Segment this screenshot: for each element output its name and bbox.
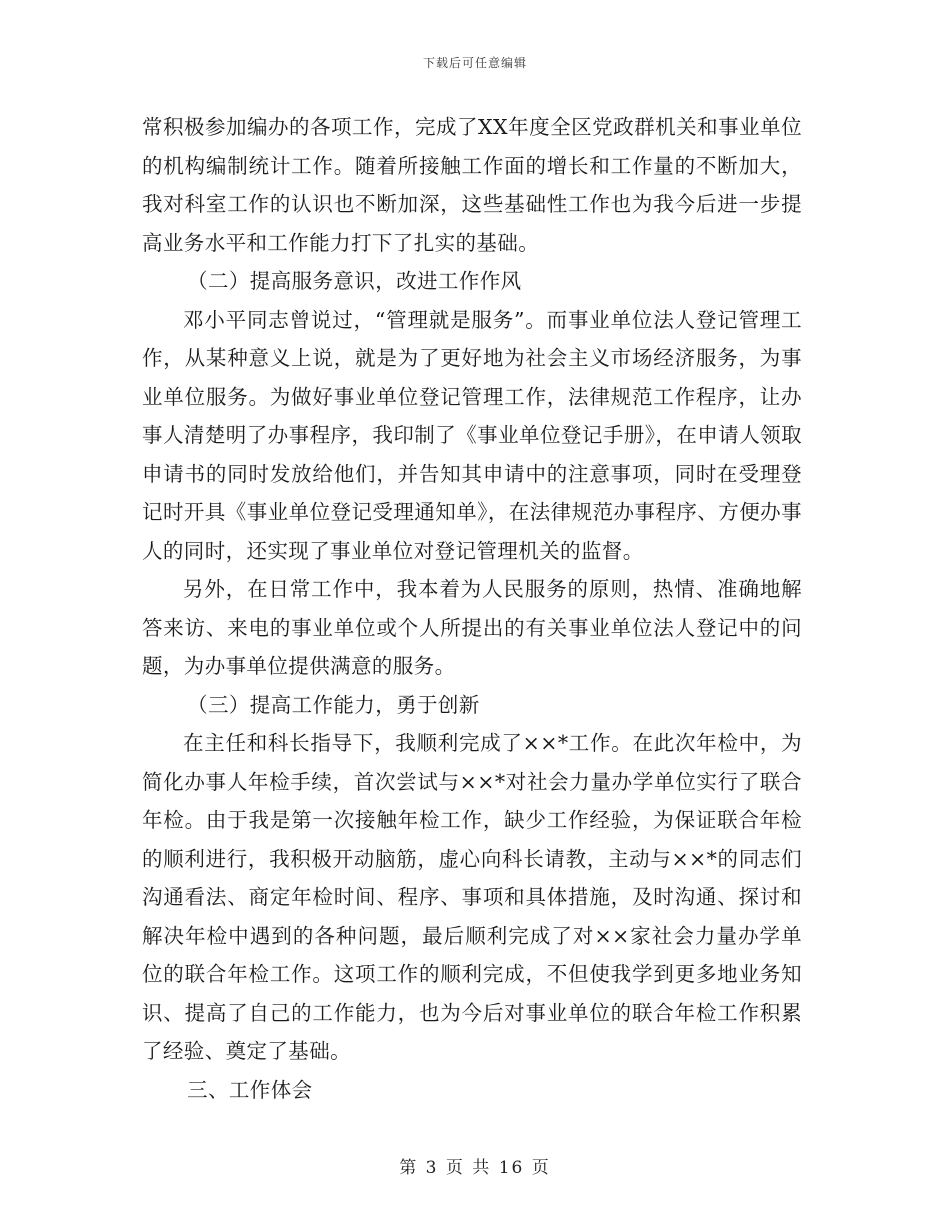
document-body: [142, 108, 802, 1109]
paragraph-continuation: 常积极参加编办的各项工作，完成了XX年度全区党政群机关和事业单位的机构编制统计工作。随着所接触工作面的增长和工作量的不断加大，我对科室工作的认识也不断加深，这些基础性工作也为我今后进一步提高业务水平和工作能力打下了扎实的基础。: [142, 115, 802, 255]
section-heading-ability: （三）提高工作能力，勇于创新: [187, 692, 480, 717]
section-heading-service: （二）提高服务意识，改进工作作风: [187, 269, 522, 293]
paragraph-daily-work: 另外，在日常工作中，我本着为人民服务的原则，热情、准确地解答来访、来电的事业单位或个人所提出的有关事业单位法人登记中的问题，为办事单位提供满意的服务。: [142, 577, 802, 678]
paragraph-service: 邓小平同志曾说过，“管理就是服务”。而事业单位法人登记管理工作，从某种意义上说，就是为了更好地为社会主义市场经济服务，为事业单位服务。为做好事业单位登记管理工作，法律规范工作程序，让办事人清楚明了办事程序，我印制了《事业单位登记手册》，在申请人领取申请书的同时发放给他们，并告知其申请中的注意事项，同时在受理登记时开具《事业单位登记受理通知单》，在法律规范办事程序、方便办事人的同时，还实现了事业单位对登记管理机关的监督。: [142, 307, 802, 563]
page-header-note: 下载后可任意编辑: [422, 56, 527, 70]
page-number-footer: 第 3 页 共 16 页: [399, 1158, 551, 1178]
section-heading-experience: 三、工作体会: [187, 1077, 313, 1102]
paragraph-annual-inspection: 在主任和科长指导下，我顺利完成了××*工作。在此次年检中，为简化办事人年检手续，首次尝试与××*对社会力量办学单位实行了联合年检。由于我是第一次接触年检工作，缺少工作经验，为保证联合年检的顺利进行，我积极开动脑筋，虚心向科长请教，主动与××*的同志们沟通看法、商定年检时间、程序、事项和具体措施，及时沟通、探讨和解决年检中遇到的各种问题，最后顺利完成了对××家社会力量办学单位的联合年检工作。这项工作的顺利完成，不但使我学到更多地业务知识、提高了自己的工作能力，也为今后对事业单位的联合年检工作积累了经验、奠定了基础。: [142, 731, 802, 1063]
